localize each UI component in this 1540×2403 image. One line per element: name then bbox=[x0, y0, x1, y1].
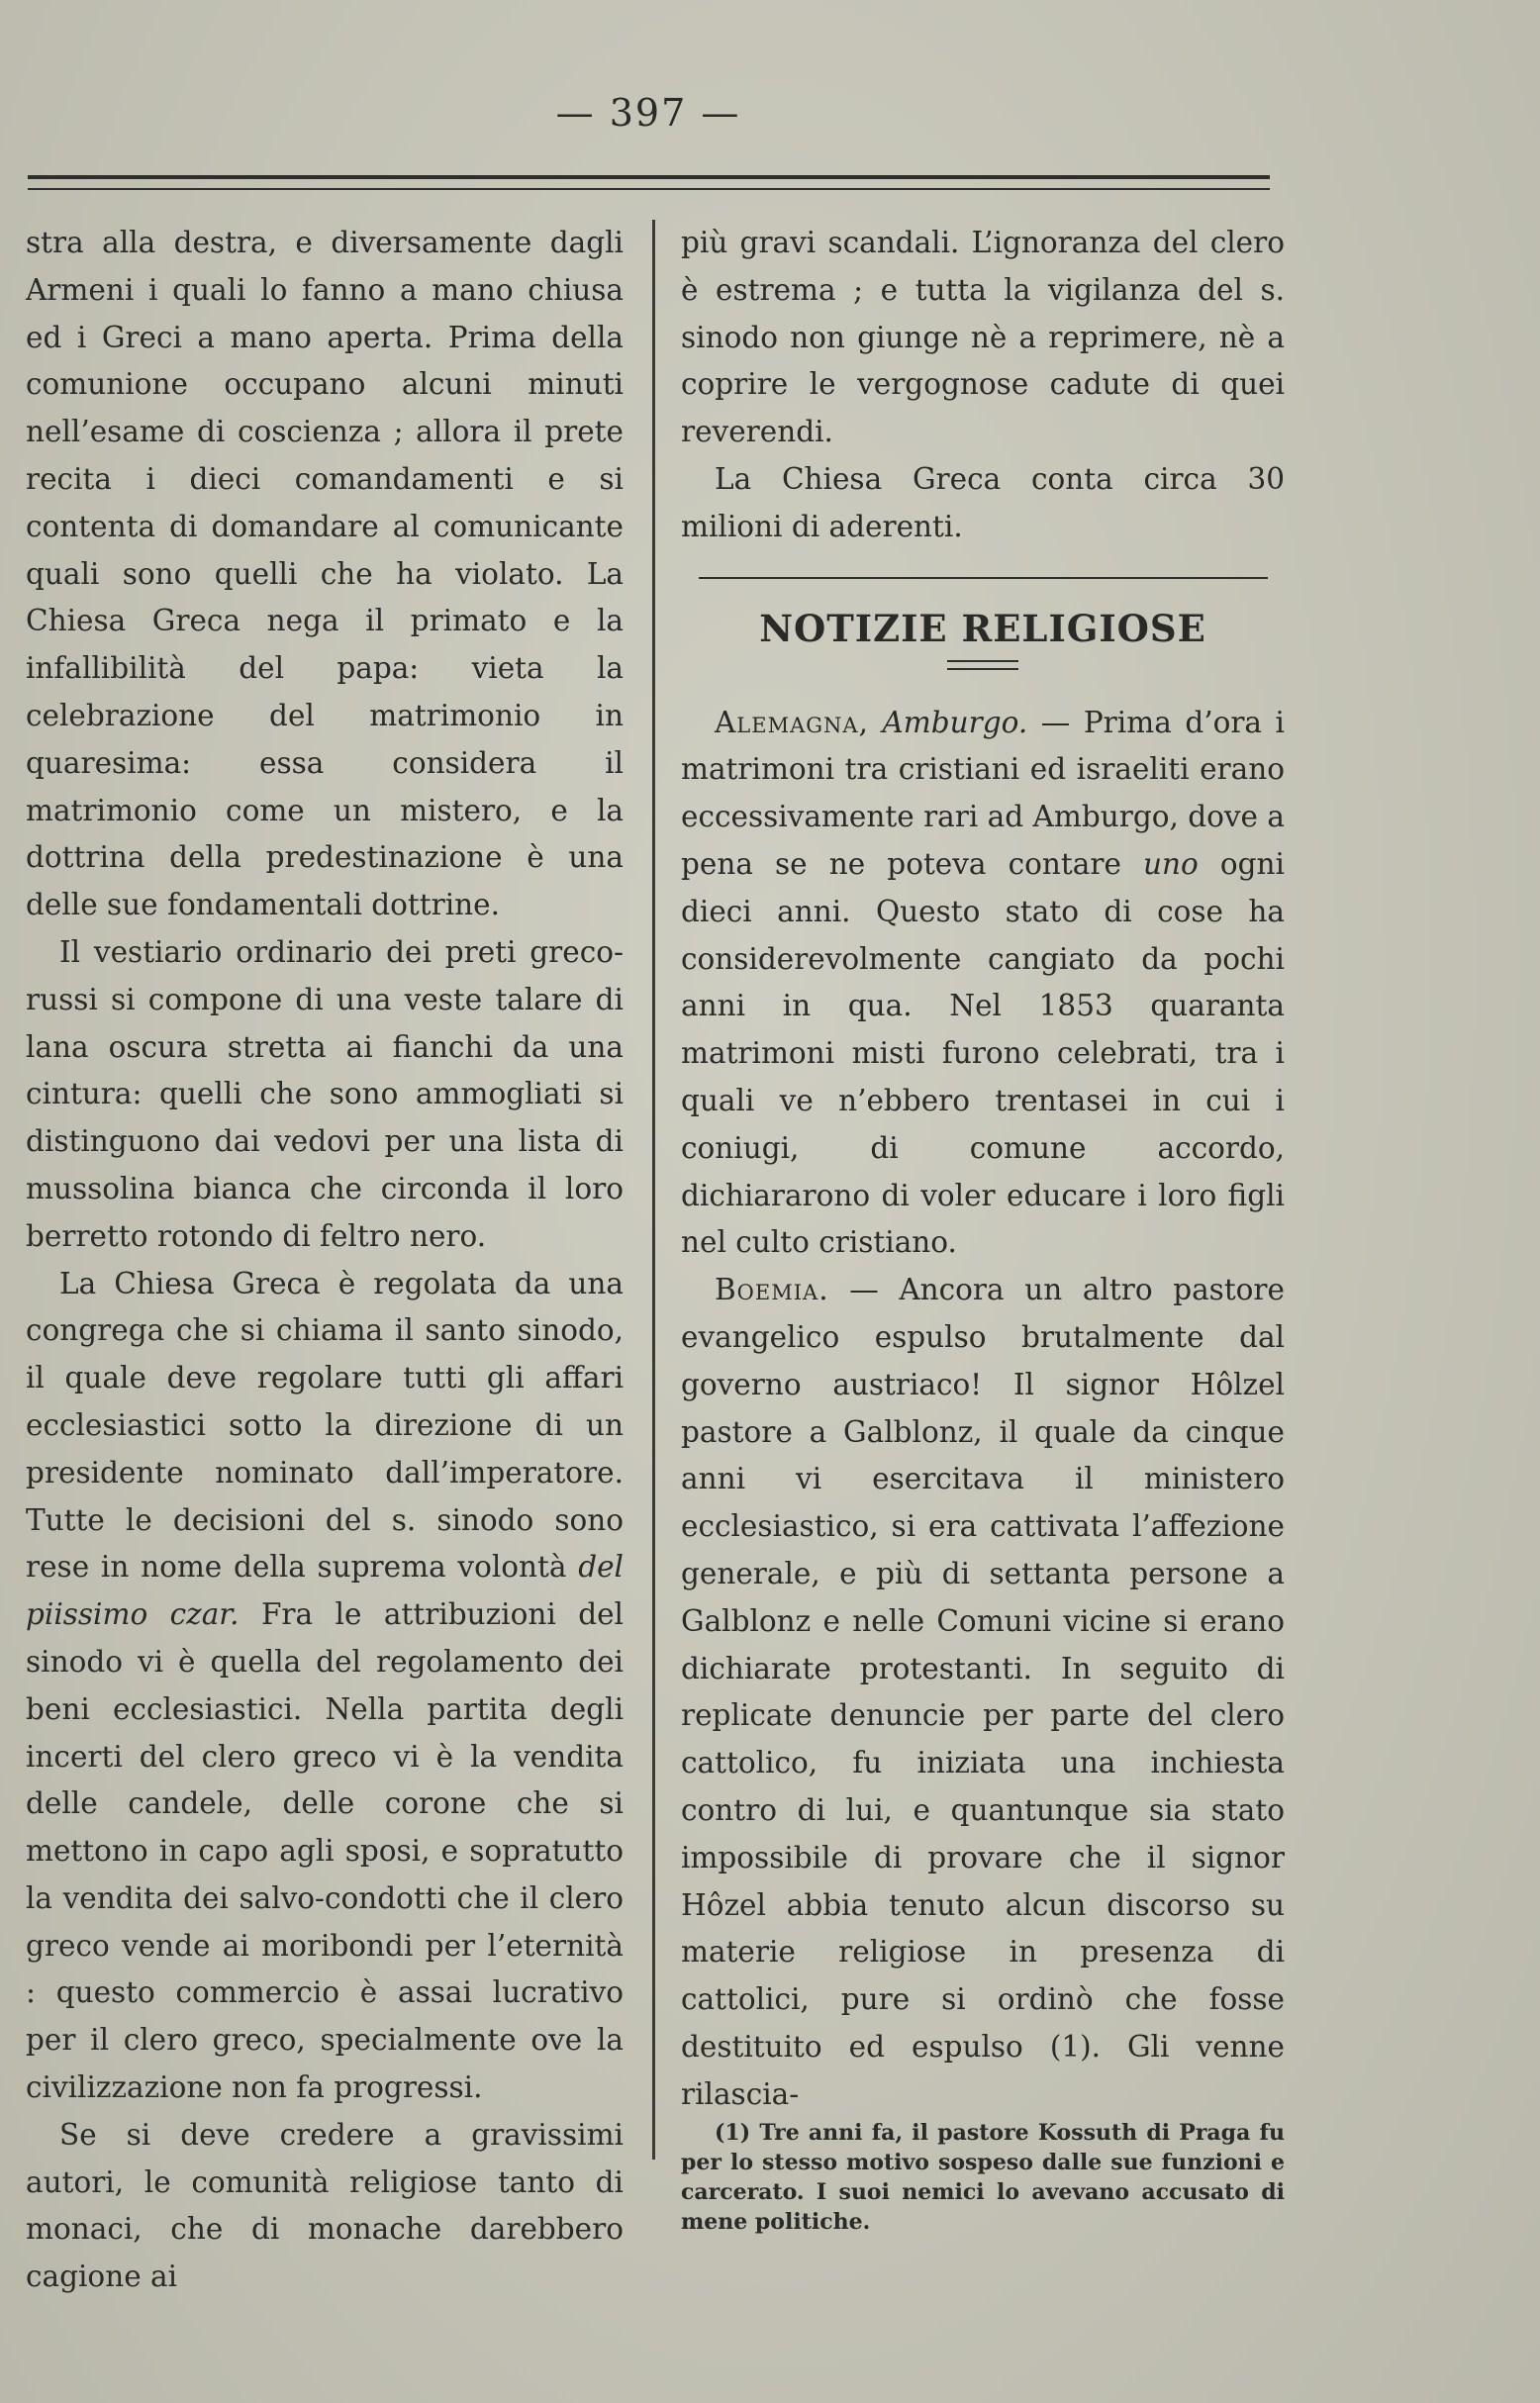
left-paragraph-1: stra alla destra, e diversamente dagli Armeni i quali lo fanno a mano chiusa ed i Greci a mano aperta. Prima della comunione occupano alcuni minuti nell’esame di coscienza ; allora il prete recita i dieci comandamenti e si contenta di domandare al comunicante quali sono quelli che ha violato. La Chiesa Greca nega il primato e la infallibilità del papa: vieta la celebrazione del matrimonio in quaresima: essa considera il matrimonio come un mistero, e la dottrina della predestinazione è una delle sue fondamentali dottrine. bbox=[26, 226, 624, 922]
alemagna-text-b: ogni dieci anni. Questo stato di cose ha considerevolmente cangiato da pochi anni in qua. Nel 1853 quaranta matrimoni misti furono celebrati, tra i quali ve n’ebbero trentasei in cui i coniugi, di comune accordo, dichiararono di voler educare i loro figli nel culto cristiano. bbox=[681, 846, 1285, 1260]
right-column bbox=[681, 220, 1285, 2237]
boemia-paragraph bbox=[681, 1267, 1285, 2118]
alemagna-paragraph bbox=[681, 700, 1285, 1268]
uno-italic: uno bbox=[1143, 846, 1199, 881]
boemia-text: — Ancora un altro pastore evangelico espulso brutalmente dal governo austriaco! Il signor Hôlzel pastore a Galblonz, il quale da cinque anni vi esercitava il ministero ecclesiastico, si era cattivata l’affezione generale, e più di settanta persone a Galblonz e nelle Comuni vicine si erano dichiarate protestanti. In seguito di replicate denuncie per parte del clero cattolico, fu iniziata una inchiesta contro di lui, e quantunque sia stato impossibile di provare che il signor Hôzel abbia tenuto alcun discorso su materie religiose in presenza di cattolici, pure si ordinò che fosse destituito ed espulso (1). Gli venne rilascia- bbox=[681, 1273, 1285, 2111]
left-column bbox=[26, 220, 624, 2301]
left-paragraph-4: Se si deve credere a gravissimi autori, le comunità religiose tanto di monaci, che di monache darebbero cagione ai bbox=[26, 2117, 624, 2294]
left-paragraph-3 bbox=[26, 1261, 624, 2112]
amburgo-place: Amburgo. bbox=[882, 705, 1028, 739]
column-divider bbox=[652, 220, 655, 2160]
title-ornament-rule bbox=[947, 660, 1018, 670]
section-divider bbox=[699, 577, 1268, 579]
alemagna-text-a: — Prima d’ora i matrimoni tra cristiani ed israeliti erano eccessivamente rari ad Amburgo, dove a pena se ne poteva contare bbox=[681, 705, 1285, 881]
left-paragraph-2: Il vestiario ordinario dei preti greco-russi si compone di una veste talare di lana oscura stretta ai fianchi da una cintura: quelli che sono ammogliati si distinguono dai vedovi per una lista di mussolina bianca che circonda il loro berretto rotondo di feltro nero. bbox=[26, 934, 624, 1253]
right-paragraph-1: più gravi scandali. L’ignoranza del clero è estrema ; e tutta la vigilanza del s. sinodo non giunge nè a reprimere, nè a coprire le vergognose cadute di quei reverendi. bbox=[681, 226, 1285, 449]
boemia-label: Boemia. bbox=[715, 1273, 829, 1307]
header-double-rule bbox=[28, 175, 1270, 190]
synod-text-b: Fra le attribuzioni del sinodo vi è quella del regolamento dei beni ecclesiastici. Nella partita degli incerti del clero greco vi è la vendita delle candele, delle corone che si mettono in capo agli sposi, e sopratutto la vendita dei salvo-condotti che il clero greco vende ai moribondi per l’eternità : questo commercio è assai lucrativo per il clero greco, specialmente ove la civilizzazione non fa progressi. bbox=[26, 1597, 624, 2105]
alemagna-label: Alemagna, bbox=[715, 705, 869, 739]
section-title: NOTIZIE RELIGIOSE bbox=[759, 606, 1206, 650]
synod-text-a: La Chiesa Greca è regolata da una congrega che si chiama il santo sinodo, il quale deve regolare tutti gli affari ecclesiastici sotto la direzione di un presidente nominato dall’imperatore. Tutte le decisioni del s. sinodo sono rese in nome della suprema volontà bbox=[26, 1266, 624, 1585]
czar-italic: del piissimo czar. bbox=[26, 1550, 624, 1632]
right-paragraph-2: La Chiesa Greca conta circa 30 milioni di aderenti. bbox=[681, 461, 1285, 543]
footnote: (1) Tre anni fa, il pastore Kossuth di Praga fu per lo stesso motivo sospeso dalle sue funzioni e carcerato. I suoi nemici lo avevano accusato di mene politiche. bbox=[681, 2120, 1285, 2236]
page-number: — 397 — bbox=[555, 91, 741, 135]
